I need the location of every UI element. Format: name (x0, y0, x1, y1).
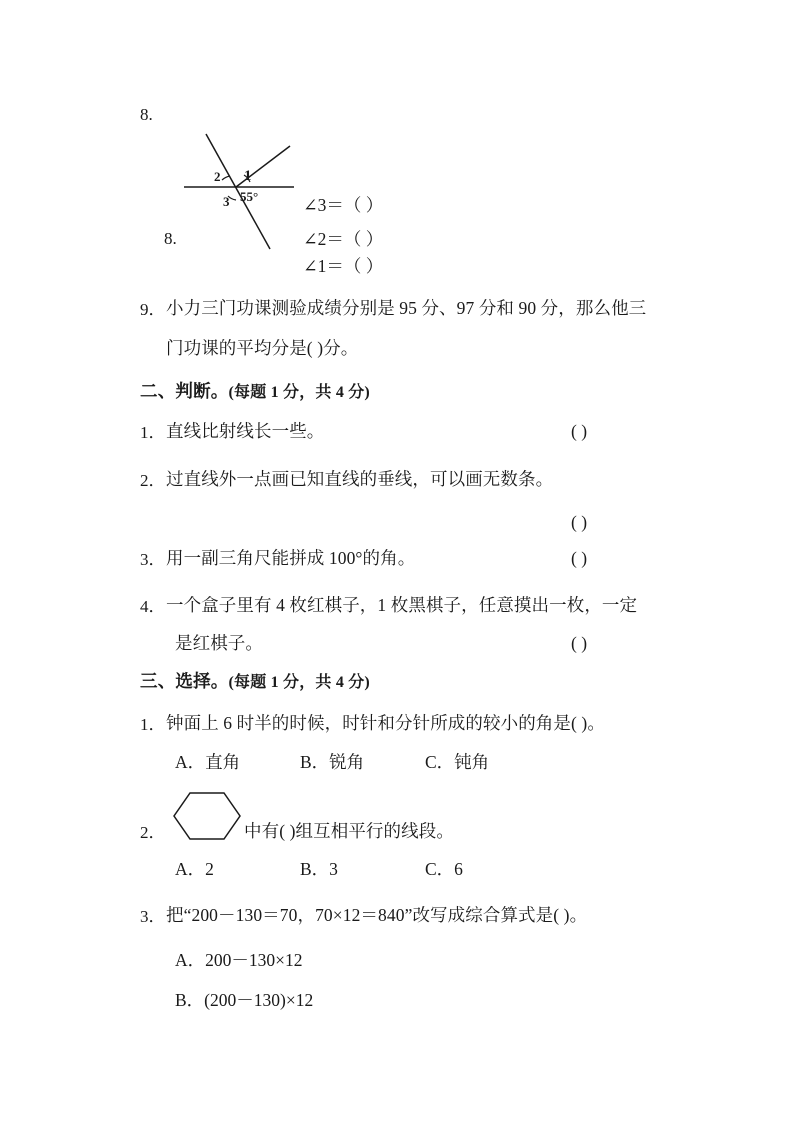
angle-3-blank[interactable]: （ ） (343, 195, 384, 215)
choice-section-heading (140, 673, 370, 691)
question-9-line-1: 小力三门功课测验成绩分别是 95 分、97 分和 90 分，那么他三 (166, 298, 647, 318)
judge-item-1-text: 直线比射线长一些。 (166, 421, 325, 441)
choice-item-3-stem[interactable]: 把“200－130＝70，70×12＝840”改写成综合算式是( )。 (166, 905, 588, 925)
svg-text:1: 1 (244, 168, 252, 184)
choice-section-heading-main: 三、选择。 (140, 671, 229, 691)
svg-text:3: 3 (223, 194, 230, 209)
choice-item-1-number: 1． (140, 715, 166, 734)
judge-item-4-blank[interactable]: ( ) (571, 633, 588, 653)
judge-item-3-number: 3． (140, 550, 166, 569)
judge-item-3-text: 用一副三角尺能拼成 100°的角。 (166, 548, 416, 568)
choice-item-3-number: 3． (140, 907, 166, 926)
choice-item-2-option-a[interactable]: A．2 (175, 859, 214, 879)
judge-item-4-text-line-2: 是红棋子。 (175, 633, 263, 653)
choice-item-2-option-c[interactable]: C．6 (425, 859, 463, 879)
angle-1-blank[interactable]: （ ） (343, 256, 384, 276)
angle-3-answer-row (303, 197, 383, 215)
question-8-number-top: 8. (140, 105, 153, 124)
judge-item-2-blank[interactable]: ( ) (571, 512, 588, 532)
judge-item-1-number: 1． (140, 423, 166, 442)
svg-text:55°: 55° (240, 189, 259, 204)
choice-item-1-stem[interactable]: 钟面上 6 时半的时候，时针和分针所成的较小的角是( )。 (166, 713, 605, 733)
choice-item-1-option-c[interactable]: C．钝角 (425, 752, 490, 772)
question-8-number-inline: 8. (164, 229, 177, 248)
judge-item-2-text: 过直线外一点画已知直线的垂线，可以画无数条。 (166, 469, 554, 489)
choice-item-2-number: 2． (140, 823, 166, 842)
question-9-line-2[interactable]: 门功课的平均分是( )分。 (166, 338, 359, 358)
angle-2-blank[interactable]: （ ） (343, 229, 384, 249)
judge-item-4-number: 4． (140, 597, 166, 616)
judge-section-heading (140, 383, 370, 401)
choice-item-1-option-b[interactable]: B．锐角 (300, 752, 365, 772)
choice-item-1-option-a[interactable]: A．直角 (175, 752, 241, 772)
judge-item-2-number: 2． (140, 471, 166, 490)
angle-2-answer-row (303, 231, 383, 249)
angle-3-label: ∠3＝ (303, 195, 344, 215)
hexagon-figure (172, 790, 244, 842)
judge-section-heading-paren: (每题 1 分，共 4 分) (228, 384, 370, 401)
choice-section-heading-paren: (每题 1 分，共 4 分) (228, 674, 370, 691)
judge-section-heading-main: 二、判断。 (140, 381, 229, 401)
choice-item-3-option-b[interactable]: B．(200－130)×12 (175, 990, 314, 1010)
choice-item-2-stem[interactable]: 中有( )组互相平行的线段。 (244, 821, 454, 841)
svg-text:2: 2 (214, 169, 221, 184)
judge-item-4-text-line-1: 一个盒子里有 4 枚红棋子，1 枚黑棋子，任意摸出一枚，一定 (166, 595, 638, 615)
judge-item-3-blank[interactable]: ( ) (571, 548, 588, 568)
judge-item-1-blank[interactable]: ( ) (571, 421, 588, 441)
angle-1-answer-row (303, 258, 383, 276)
angle-1-label: ∠1＝ (303, 256, 344, 276)
intersecting-lines-angle-figure (178, 118, 298, 253)
angle-2-label: ∠2＝ (303, 229, 344, 249)
choice-item-3-option-a[interactable]: A．200－130×12 (175, 950, 303, 970)
choice-item-2-option-b[interactable]: B．3 (300, 859, 338, 879)
question-9-number: 9． (140, 300, 166, 319)
